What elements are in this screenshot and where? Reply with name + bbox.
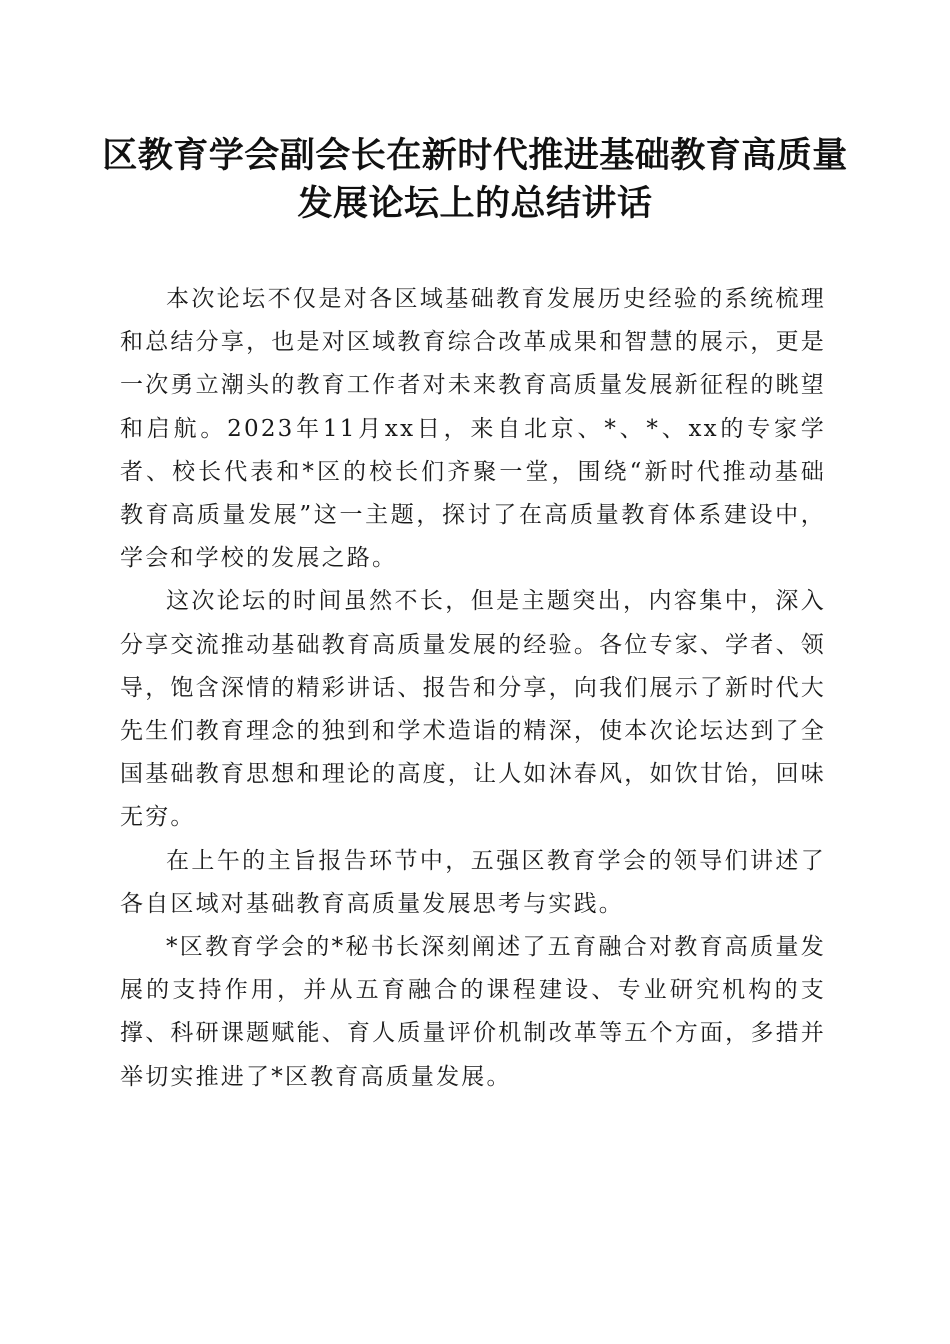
paragraph: 本次论坛不仅是对各区域基础教育发展历史经验的系统梳理和总结分享，也是对区域教育综合改革成果和智慧的展示，更是一次勇立潮头的教育工作者对未来教育高质量发展新征程的眺望和启航。2023年11月xx日，来自北京、*、*、xx的专家学者、校长代表和*区的校长们齐聚一堂，围绕“新时代推动基础教育高质量发展”这一主题，探讨了在高质量教育体系建设中，学会和学校的发展之路。: [120, 286, 826, 572]
paragraph: *区教育学会的*秘书长深刻阐述了五育融合对教育高质量发展的支持作用，并从五育融合的课程建设、专业研究机构的支撑、科研课题赋能、育人质量评价机制改革等五个方面，多措并举切实推进了*区教育高质量发展。: [120, 934, 826, 1090]
paragraph: 这次论坛的时间虽然不长，但是主题突出，内容集中，深入分享交流推动基础教育高质量发展的经验。各位专家、学者、领导，饱含深情的精彩讲话、报告和分享，向我们展示了新时代大先生们教育理念的独到和学术造诣的精深，使本次论坛达到了全国基础教育思想和理论的高度，让人如沐春风，如饮甘饴，回味无穷。: [120, 588, 826, 831]
paragraph: 在上午的主旨报告环节中，五强区教育学会的领导们讲述了各自区域对基础教育高质量发展思考与实践。: [120, 847, 826, 917]
document-title: 区教育学会副会长在新时代推进基础教育高质量发展论坛上的总结讲话: [102, 135, 848, 224]
document-body: [120, 278, 826, 1099]
